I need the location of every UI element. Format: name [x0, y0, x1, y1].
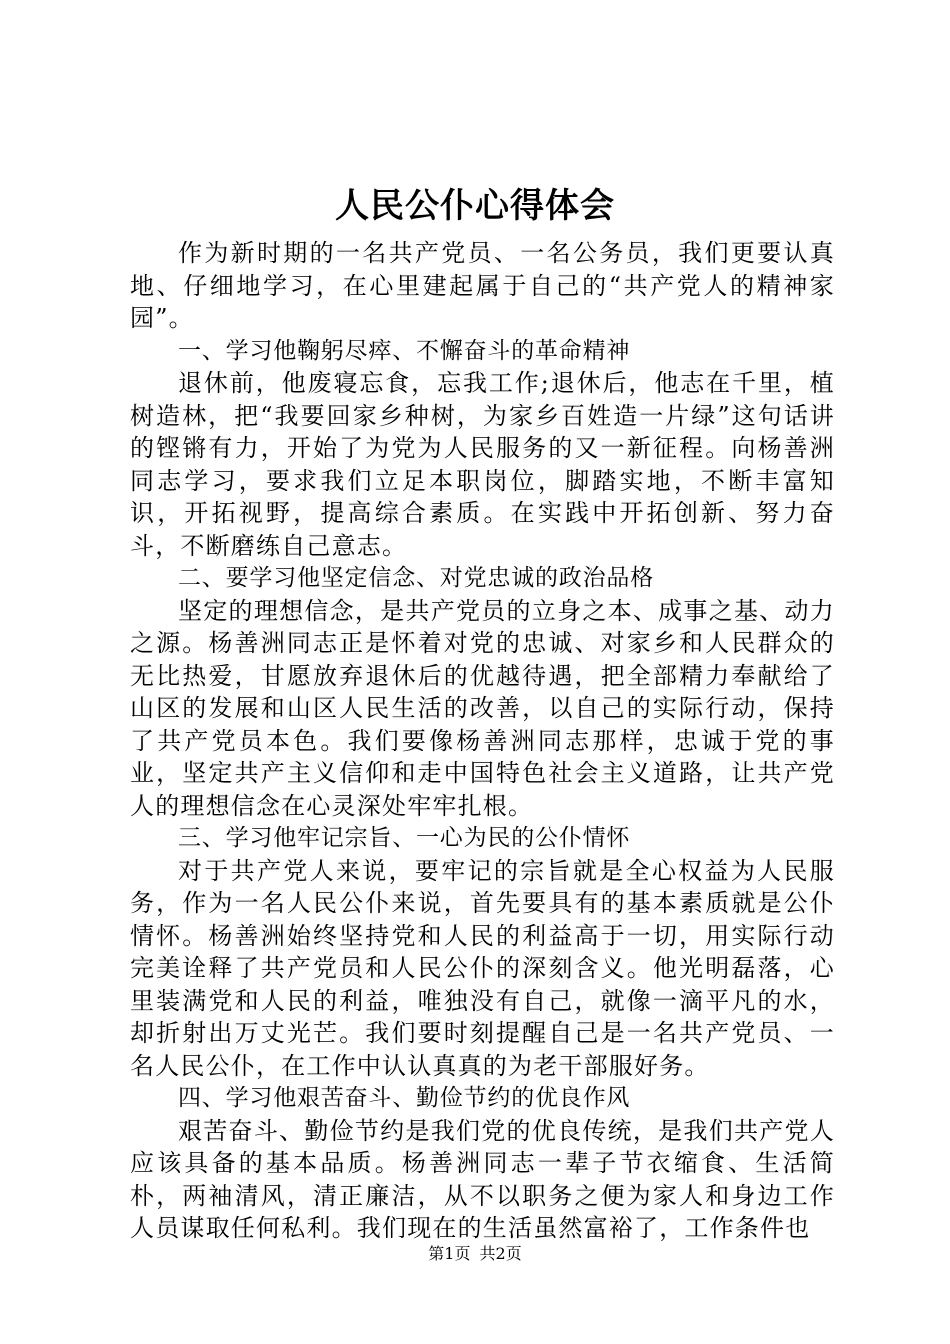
paragraph-section-3: 对于共产党人来说，要牢记的宗旨就是全心权益为人民服务，作为一名人民公仆来说，首先要具有的基本素质就是公仆情怀。杨善洲始终坚持党和人民的利益高于一切，用实际行动完美诠释了共产党员和人民公仆的深刻含义。他光明磊落，心里装满党和人民的利益，唯独没有自己，就像一滴平凡的水，却折射出万丈光芒。我们要时刻提醒自己是一名共产党员、一名人民公仆，在工作中认认真真的为老干部服好务。 [130, 856, 835, 1080]
section-heading-3: 三、学习他牢记宗旨、一心为民的公仆情怀 [178, 825, 631, 851]
document-title: 人民公仆心得体会 [335, 186, 615, 226]
paragraph-intro: 作为新时期的一名共产党员、一名公务员，我们更要认真地、仔细地学习，在心里建起属于自己的“共产党人的精神家园”。 [130, 239, 835, 332]
paragraph-section-2: 坚定的理想信念，是共产党员的立身之本、成事之基、动力之源。杨善洲同志正是怀着对党的忠诚、对家乡和人民群众的无比热爱，甘愿放弃退休后的优越待遇，把全部精力奉献给了山区的发展和山区人民生活的改善，以自己的实际行动，保持了共产党员本色。我们要像杨善洲同志那样，忠诚于党的事业，坚定共产主义信仰和走中国特色社会主义道路，让共产党人的理想信念在心灵深处牢牢扎根。 [130, 596, 835, 820]
section-heading-1: 一、学习他鞠躬尽瘁、不懈奋斗的革命精神 [178, 337, 631, 364]
page-footer [0, 1244, 950, 1264]
paragraph-section-1: 退休前，他废寝忘食，忘我工作;退休后，他志在千里，植树造林，把“我要回家乡种树，为家乡百姓造一片绿”这句话讲的铿锵有力，开始了为党为人民服务的又一新征程。向杨善洲同志学习，要求我们立足本职岗位，脚踏实地，不断丰富知识，开拓视野，提高综合素质。在实践中开拓创新、努力奋斗，不断磨练自己意志。 [130, 369, 835, 560]
page-number: 第1页 [428, 1244, 471, 1263]
page-total: 共2页 [479, 1244, 522, 1263]
paragraph-section-4: 艰苦奋斗、勤俭节约是我们党的优良传统，是我们共产党人应该具备的基本品质。杨善洲同志一辈子节衣缩食、生活简朴，两袖清风，清正廉洁，从不以职务之便为家人和身边工作人员谋取任何私利。我们现在的生活虽然富裕了，工作条件也 [130, 1116, 835, 1242]
section-heading-2: 二、要学习他坚定信念、对党忠诚的政治品格 [178, 565, 654, 591]
document-body [130, 237, 835, 1245]
section-heading-4: 四、学习他艰苦奋斗、勤俭节约的优良作风 [178, 1085, 631, 1111]
